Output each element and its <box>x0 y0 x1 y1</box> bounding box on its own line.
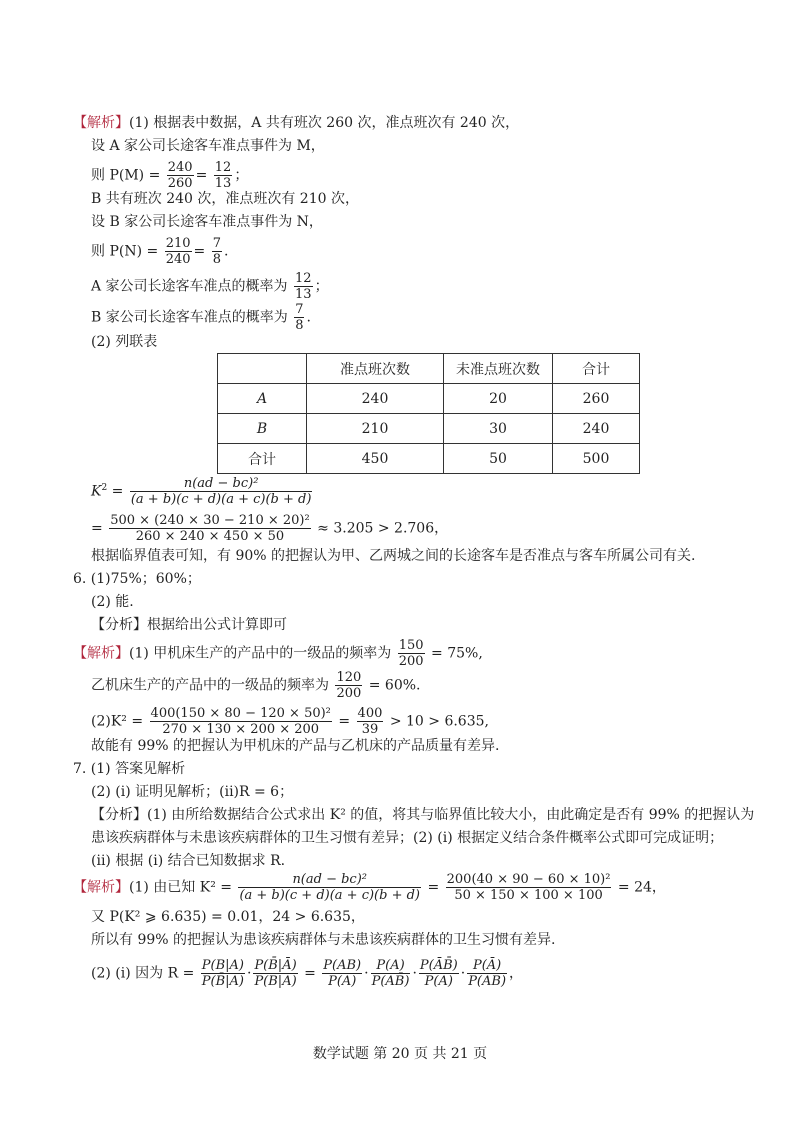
q6-solution-3: (2)K² = $\frac{\text{400(150 × 80 − 120 × 50)²}}{270 \times 130 \times 200 \times 200}$ = $\frac{400}{39}$ > 10 > 6.635, <box>91 706 489 737</box>
page-footer: 数学试题 第 20 页 共 21 页 <box>312 1046 488 1062</box>
table-row <box>218 384 640 414</box>
table-header-row <box>218 354 640 384</box>
fraction: $\frac{7}{8}$ <box>295 302 304 333</box>
solution-line-2: 设 A 家公司长途客车准点事件为 M， <box>91 138 325 154</box>
fraction: $\frac{7}{8}$ <box>212 236 221 267</box>
q6-answer-1: 6. (1)75%；60%； <box>73 571 201 587</box>
table-row <box>218 414 640 444</box>
q7-answer-1: 7. (1) 答案见解析 <box>73 761 186 777</box>
fraction: $\frac{\text{200(40 × 90 − 60 × 10)²}}{50 \times 150 \times 100 \times 100}$ <box>446 872 611 903</box>
fraction: $\frac{P(B|A)}{P(B̄|A)}$ <box>201 958 244 989</box>
analysis-tag: 【解析】 <box>73 879 129 896</box>
conclusion-line: 根据临界值表可知，有 90% 的把握认为甲、乙两城之间的长途客车是否准点与客车所属公司有关. <box>91 548 696 564</box>
table-cell: 20 <box>444 384 553 414</box>
table-cell: 260 <box>553 384 640 414</box>
q6-solution-1: 【解析】(1) 甲机床生产的产品中的一级品的频率为 $\frac{150}{200}$ = 75%, <box>73 638 483 669</box>
q6-analysis: 【分析】根据给出公式计算即可 <box>91 617 287 633</box>
q7-analysis-2: 患该疾病群体与未患该疾病群体的卫生习惯有差异；(2) (i) 根据定义结合条件概率公式即可完成证明； <box>91 830 724 846</box>
table-cell: 500 <box>553 444 640 474</box>
solution-line-4: B 共有班次 240 次，准点班次有 210 次， <box>91 191 359 207</box>
k2-value: = $\frac{\text{500 × (240 × 30 − 210 × 20)²}}{260 \times 240 \times 450 \times 50}$ ≈ 3.205 > 2.706， <box>91 513 449 544</box>
fraction: $\frac{P(Ā)}{P(ĀB)}$ <box>468 958 507 989</box>
table-cell: 210 <box>307 414 444 444</box>
q7-analysis-3: (ii) 根据 (i) 结合已知数据求 R. <box>91 853 286 869</box>
analysis-tag: 【解析】 <box>73 645 129 662</box>
contingency-table <box>217 353 640 474</box>
fraction: $\frac{P(AB)}{P(A)}$ <box>323 958 362 989</box>
solution-line-pm: 则 P(M) = $\frac{240}{260}$ = $\frac{12}{13}$ ； <box>91 160 249 191</box>
table-cell: 未准点班次数 <box>444 354 553 384</box>
analysis-tag: 【解析】 <box>73 115 129 131</box>
fraction: $\frac{\text{n(ad − bc)²}}{(a + b)(c + d)(a + c)(b + d)}$ <box>239 872 420 903</box>
table-cell: 240 <box>553 414 640 444</box>
q7-answer-2: (2) (i) 证明见解析；(ii)R = 6； <box>91 784 294 800</box>
solution-line-pn: 则 P(N) = $\frac{210}{240}$ = $\frac{7}{8}$ . <box>91 236 229 267</box>
q6-answer-2: (2) 能. <box>91 594 134 610</box>
table-cell: 50 <box>444 444 553 474</box>
q7-solution-4: (2) (i) 因为 R = $\frac{P(B|A)}{P(B̄|A)}$ · $\frac{P(B̄|Ā)}{P(B|Ā)}$ = $\frac{P(AB)}{P(A)}$ · $\frac{P(A)}{P(AB̄)}$ · $\frac{P(ĀB̄)}{P(Ā)}$ · $\frac{P(Ā)}{P(ĀB)}$ ， <box>91 958 524 989</box>
solution-line-5: 设 B 家公司长途客车准点事件为 N， <box>91 214 323 230</box>
fraction: $\frac{210}{240}$ <box>165 236 191 267</box>
table-cell: 准点班次数 <box>307 354 444 384</box>
fraction: $\frac{\text{400(150 × 80 − 120 × 50)²}}{270 \times 130 \times 200 \times 200}$ <box>150 706 331 737</box>
table-cell: 240 <box>307 384 444 414</box>
fraction: $\frac{240}{260}$ <box>167 160 193 191</box>
table-cell: A <box>218 384 307 414</box>
q7-solution-1: 【解析】(1) 由已知 K² = $\frac{\text{n(ad − bc)²}}{(a + b)(c + d)(a + c)(b + d)}$ = $\frac{\text{200(40 × 90 − 60 × 10)²}}{50 \times 150 \times 100 \times 100}$ = 24， <box>73 872 666 903</box>
fraction: $\frac{12}{13}$ <box>295 271 312 302</box>
k2-formula: $K^2$ = $\frac{\text{n(ad − bc)²}}{(a + b)(c + d)(a + c)(b + d)}$ <box>91 476 312 507</box>
q7-solution-3: 所以有 99% 的把握认为患该疾病群体与未患该疾病群体的卫生习惯有差异. <box>91 932 556 948</box>
q6-conclusion: 故能有 99% 的把握认为甲机床的产品与乙机床的产品质量有差异. <box>91 738 500 754</box>
table-cell: 合计 <box>553 354 640 384</box>
fraction: $\frac{P(A)}{P(AB̄)}$ <box>371 958 410 989</box>
table-cell <box>218 354 307 384</box>
table-cell: 合计 <box>218 444 307 474</box>
fraction: $\frac{150}{200}$ <box>398 638 424 669</box>
fraction: $\frac{120}{200}$ <box>336 670 362 701</box>
q6-solution-2: 乙机床生产的产品中的一级品的频率为 $\frac{120}{200}$ = 60%. <box>91 670 421 701</box>
table-cell: 450 <box>307 444 444 474</box>
solution-line-9: (2) 列联表 <box>91 334 158 350</box>
table-cell: 30 <box>444 414 553 444</box>
q7-solution-2: 又 P(K² ⩾ 6.635) = 0.01，24 > 6.635， <box>91 909 365 925</box>
fraction: $\frac{\text{500 × (240 × 30 − 210 × 20)²}}{260 \times 240 \times 450 \times 50}$ <box>110 513 310 544</box>
fraction: $\frac{\text{n(ad − bc)²}}{(a + b)(c + d)(a + c)(b + d)}$ <box>130 476 312 507</box>
solution-line-8: B 家公司长途客车准点的概率为 $\frac{7}{8}$ . <box>91 302 311 333</box>
q7-analysis-1: 【分析】(1) 由所给数据结合公式求出 K² 的值，将其与临界值比较大小，由此确定是否有 99% 的把握认为 <box>91 807 755 823</box>
fraction: $\frac{P(B̄|Ā)}{P(B|Ā)}$ <box>254 958 297 989</box>
solution-line-7: A 家公司长途客车准点的概率为 $\frac{12}{13}$ ； <box>91 271 329 302</box>
table-row <box>218 444 640 474</box>
fraction: $\frac{400}{39}$ <box>357 706 383 737</box>
solution-line-1: 【解析】(1) 根据表中数据，A 共有班次 260 次，准点班次有 240 次， <box>73 115 520 131</box>
fraction: $\frac{12}{13}$ <box>214 160 232 191</box>
table-cell: B <box>218 414 307 444</box>
fraction: $\frac{P(ĀB̄)}{P(Ā)}$ <box>419 958 458 989</box>
